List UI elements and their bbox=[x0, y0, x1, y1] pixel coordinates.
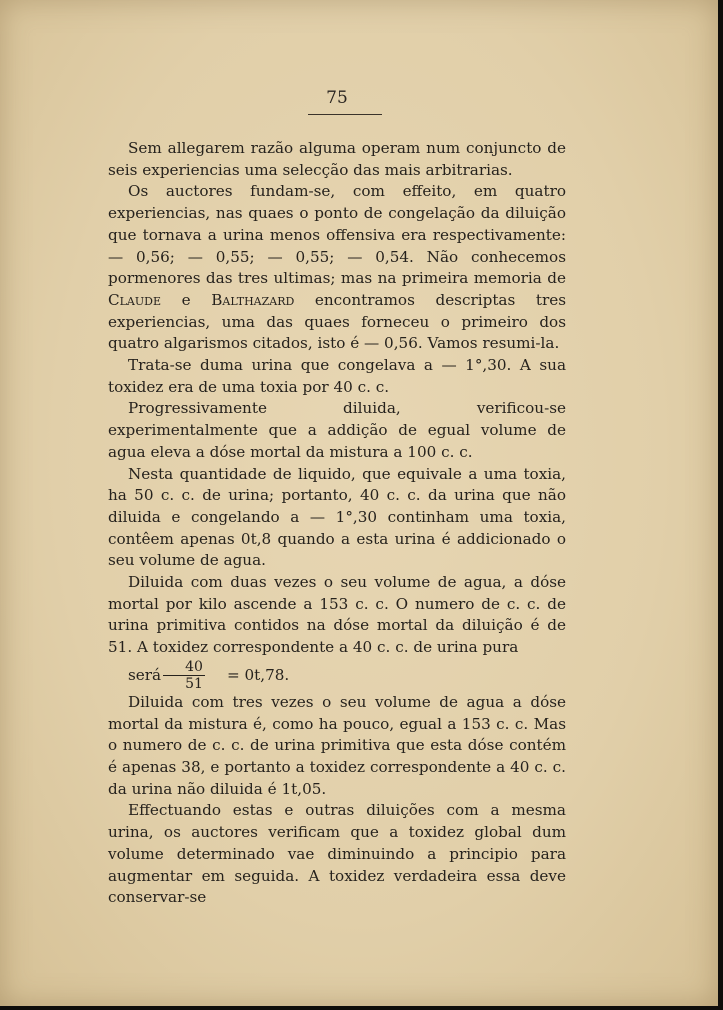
fraction-result: = 0t,78. bbox=[226, 665, 290, 684]
paragraph-1: Sem allegarem razão alguma operam num conjuncto de seis experiencias uma selecção das mais arbitrarias. bbox=[108, 139, 566, 179]
paragraph-4: Progressivamente diluida, verificou-se experimentalmente que a addição de egual volume de agua eleva a dóse mortal da mistura a 100 c. c. bbox=[108, 399, 566, 461]
author-name-claude: Claude bbox=[108, 290, 161, 309]
paragraph-2-tail: encontramos descriptas tres experiencias, uma das quaes forneceu o primeiro dos quatro algarismos citados, isto é — 0,56. Vamos resumi-la. bbox=[108, 290, 567, 353]
fraction-denominator: 51 bbox=[185, 675, 203, 692]
fraction bbox=[163, 659, 205, 692]
paragraph-5: Nesta quantidade de liquido, que equivale a uma toxia, ha 50 c. c. de urina; portanto, 40 c. c. da urina que não diluida e congelando a — 1°,30 continham uma toxia, contêem apenas 0t,8 quando a esta urina é addicionado o seu volume de agua. bbox=[108, 464, 566, 570]
paragraph-6: Diluida com duas vezes o seu volume de agua, a dóse mortal por kilo ascende a 153 c. c. O numero de c. c. de urina primitiva contidos na dóse mortal da diluição é de 51. A toxidez correspondente a 40 c. c. de urina pura bbox=[108, 573, 566, 657]
body-text bbox=[108, 138, 566, 909]
paragraph-8: Effectuando estas e outras diluições com a mesma urina, os auctores verificam que a toxidez global dum volume determinado vae diminuindo a principio para augmentar em seguida. A toxidez verdadeira essa deve conservar-se bbox=[108, 801, 566, 907]
author-name-balthazard: Balthazard bbox=[211, 290, 295, 309]
header-rule bbox=[308, 114, 382, 115]
paragraph-3: Trata-se duma urina que congelava a — 1°,30. A sua toxidez era de uma toxia por 40 c. c. bbox=[108, 356, 566, 396]
fraction-line bbox=[108, 659, 566, 692]
fraction-lead: será bbox=[128, 665, 162, 684]
fraction-numerator: 40 bbox=[163, 659, 205, 676]
paragraph-2-text: Os auctores fundam-se, com effeito, em quatro experiencias, nas quaes o ponto de congelação da diluição que tornava a urina menos offensiva era respectivamente: — 0,56; — 0,55; — 0,55; — 0,54. Não conhecemos pormenores das tres ultimas; mas na primeira memoria de bbox=[108, 182, 566, 288]
paragraph-2 bbox=[108, 181, 566, 355]
name-joiner: e bbox=[181, 290, 191, 309]
page-number: 75 bbox=[326, 88, 348, 108]
paragraph-7: Diluida com tres vezes o seu volume de agua a dóse mortal da mistura é, como ha pouco, egual a 153 c. c. Mas o numero de c. c. de urina primitiva que esta dóse contém é apenas 38, e portanto a toxidez correspondente a 40 c. c. da urina não diluida é 1t,05. bbox=[108, 692, 566, 798]
